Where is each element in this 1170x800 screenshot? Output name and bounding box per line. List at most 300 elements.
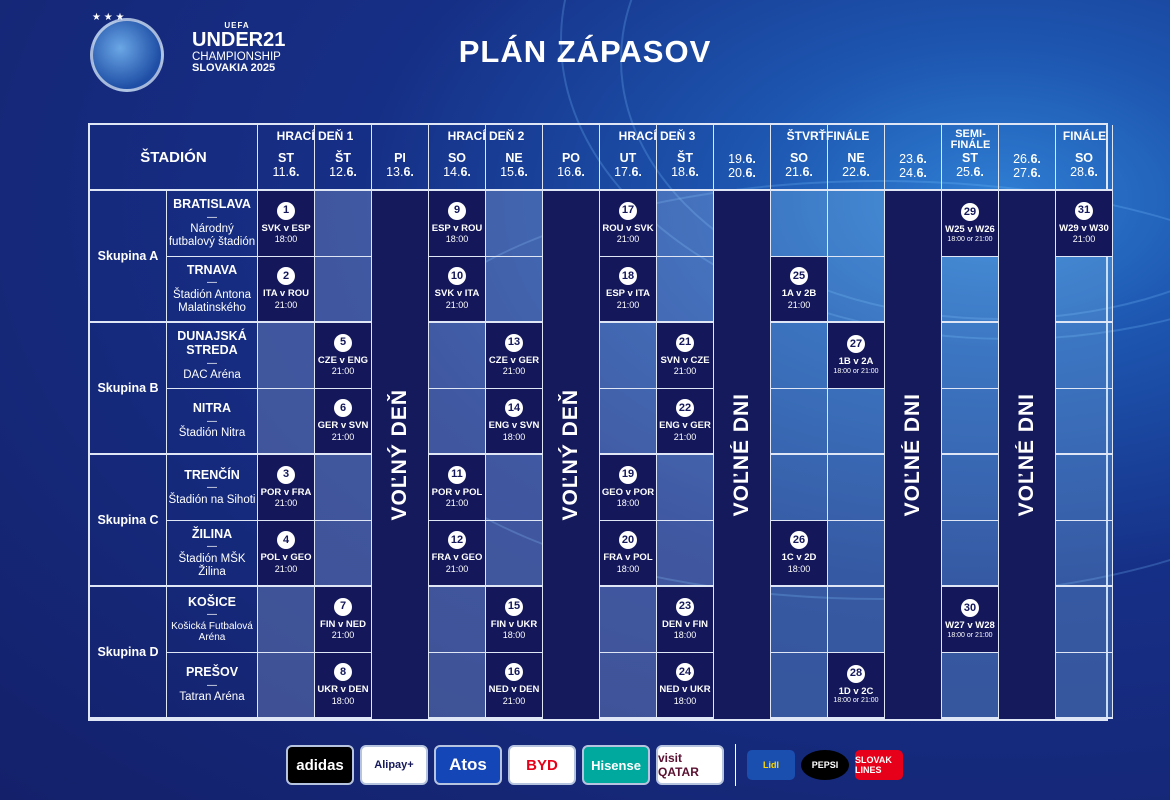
header-group-md3: HRACÍ DEŇ 3 xyxy=(618,129,696,143)
header-date-month: 6. xyxy=(460,165,471,179)
empty-slot xyxy=(486,257,543,323)
empty-slot xyxy=(258,653,315,719)
match-teams: ROU v SVK xyxy=(602,222,654,234)
empty-slot xyxy=(258,587,315,653)
header-date-2 xyxy=(728,166,756,180)
header-date xyxy=(273,165,300,179)
venue-stadium: Národný futbalový štadión xyxy=(168,223,256,249)
match-number: 25 xyxy=(790,267,808,285)
venue-city: TRENČÍN xyxy=(184,467,240,482)
empty-slot xyxy=(657,257,714,323)
match-number: 4 xyxy=(277,531,295,549)
venue-2 xyxy=(167,257,258,323)
header-date-month: 6. xyxy=(1030,152,1041,166)
match-number: 3 xyxy=(277,466,295,484)
match-time: 21:00 xyxy=(331,431,355,442)
free-day-column xyxy=(543,191,600,719)
match-time: 21:00 xyxy=(331,630,355,641)
match-17 xyxy=(600,191,657,257)
match-time: 18:00 xyxy=(331,695,355,706)
free-day-column xyxy=(372,191,429,719)
header-weekday: UT xyxy=(619,151,637,165)
venue-dash: — xyxy=(207,609,217,621)
match-teams: 1D v 2C xyxy=(838,685,874,697)
group-label-d: Skupina D xyxy=(90,587,167,719)
venue-dash: — xyxy=(207,277,217,289)
match-11 xyxy=(429,455,486,521)
header-date-month: 6. xyxy=(1030,166,1041,180)
match-1 xyxy=(258,191,315,257)
empty-slot xyxy=(486,191,543,257)
group-label-a: Skupina A xyxy=(90,191,167,323)
sponsor-bar xyxy=(286,744,903,786)
match-teams: FRA v POL xyxy=(603,552,653,564)
header-date-day: 20. xyxy=(728,166,746,180)
header-date xyxy=(329,165,357,179)
match-6 xyxy=(315,389,372,455)
match-time: 21:00 xyxy=(502,695,526,706)
venue-dash: — xyxy=(207,357,217,369)
match-time: 21:00 xyxy=(274,498,298,509)
match-29 xyxy=(942,191,999,257)
match-16 xyxy=(486,653,543,719)
venue-stadium: Štadión na Sihoti xyxy=(168,493,256,506)
venue-stadium: DAC Aréna xyxy=(183,369,241,382)
empty-slot xyxy=(1056,389,1113,455)
header-weekday: ST xyxy=(962,151,978,165)
header-date-day: 28. xyxy=(1070,165,1088,179)
match-number: 12 xyxy=(448,531,466,549)
match-time: 18:00 xyxy=(445,234,469,245)
header-date-day: 11. xyxy=(272,165,289,179)
free-day-column xyxy=(714,191,771,719)
match-teams: 1C v 2D xyxy=(781,552,817,564)
match-time: 21:00 xyxy=(673,431,697,442)
match-number: 20 xyxy=(619,531,637,549)
header-weekday: NE xyxy=(847,151,865,165)
header-day-6 xyxy=(543,125,600,191)
empty-slot xyxy=(600,389,657,455)
match-teams: CZE v ENG xyxy=(317,354,369,366)
header-group-sf: SEMI-FINÁLE xyxy=(950,128,991,151)
match-time: 18:00 xyxy=(673,630,697,641)
match-time: 18:00 xyxy=(616,563,640,574)
header-date-day: 26. xyxy=(1013,152,1031,166)
header-group-qf: ŠTVRŤFINÁLE xyxy=(786,129,870,143)
free-day-label: VOĽNÉ DNI xyxy=(1015,393,1038,517)
header-date-month: 6. xyxy=(859,165,870,179)
match-teams: FRA v GEO xyxy=(431,552,483,564)
match-number: 10 xyxy=(448,267,466,285)
empty-slot xyxy=(942,653,999,719)
match-19 xyxy=(600,455,657,521)
empty-slot xyxy=(1056,323,1113,389)
schedule-table xyxy=(88,123,1108,721)
match-25 xyxy=(771,257,828,323)
match-number: 29 xyxy=(961,203,979,221)
match-number: 18 xyxy=(619,267,637,285)
match-time: 21:00 xyxy=(1072,234,1096,245)
match-teams: UKR v DEN xyxy=(317,684,369,696)
free-day-label: VOĽNÉ DNI xyxy=(901,393,924,517)
header-date-day: 14. xyxy=(443,165,461,179)
header-date-day: 25. xyxy=(956,165,974,179)
match-number: 31 xyxy=(1075,202,1093,220)
header-date xyxy=(842,165,870,179)
match-time: 18:00 xyxy=(274,234,298,245)
match-number: 2 xyxy=(277,267,295,285)
match-31 xyxy=(1056,191,1113,257)
hisense-logo: Hisense xyxy=(582,745,650,785)
header-date-month: 6. xyxy=(517,165,528,179)
byd-logo: BYD xyxy=(508,745,576,785)
match-teams: ESP v ROU xyxy=(431,222,483,234)
header-day-14 xyxy=(999,125,1056,191)
header-date-2 xyxy=(899,166,927,180)
venue-stadium: Štadión Nitra xyxy=(178,427,246,440)
match-teams: 1B v 2A xyxy=(838,356,874,368)
header-date-day: 21. xyxy=(785,165,803,179)
match-28 xyxy=(828,653,885,719)
header-date-day: 27. xyxy=(1013,166,1031,180)
empty-slot xyxy=(771,653,828,719)
match-teams: SVN v CZE xyxy=(660,354,710,366)
pepsi-logo: PEPSI xyxy=(801,750,849,780)
header-date-day: 18. xyxy=(671,165,689,179)
match-number: 17 xyxy=(619,202,637,220)
header-date-month: 6. xyxy=(916,152,927,166)
header-date-month: 6. xyxy=(745,152,756,166)
match-number: 27 xyxy=(847,335,865,353)
venue-dash: — xyxy=(207,211,217,223)
atos-logo: Atos xyxy=(434,745,502,785)
match-number: 6 xyxy=(334,399,352,417)
match-teams: SVK v ESP xyxy=(261,222,311,234)
match-teams: ENG v SVN xyxy=(488,420,540,432)
venue-dash: — xyxy=(207,541,217,553)
venue-stadium: Košická Futbalová Aréna xyxy=(171,620,253,644)
header-date-month: 6. xyxy=(973,165,984,179)
match-3 xyxy=(258,455,315,521)
header-group-md1: HRACÍ DEŇ 1 xyxy=(276,129,354,143)
header-weekday: SO xyxy=(789,151,809,165)
header-weekday: NE xyxy=(505,151,523,165)
match-number: 30 xyxy=(961,599,979,617)
venue-8 xyxy=(167,653,258,719)
empty-slot xyxy=(315,455,372,521)
venue-dash: — xyxy=(207,482,217,494)
empty-slot xyxy=(1056,455,1113,521)
header-date-month: 6. xyxy=(631,165,642,179)
header-date xyxy=(728,152,756,166)
logo-under21: UNDER21 xyxy=(192,29,286,52)
match-time: 18:00 or 21:00 xyxy=(833,367,879,375)
header-date-month: 6. xyxy=(346,165,357,179)
header-date-month: 6. xyxy=(1087,165,1098,179)
header-group-final: FINÁLE xyxy=(1062,129,1107,143)
match-time: 18:00 or 21:00 xyxy=(947,235,993,243)
match-teams: NED v DEN xyxy=(488,684,540,696)
empty-slot xyxy=(315,521,372,587)
empty-slot xyxy=(828,455,885,521)
match-20 xyxy=(600,521,657,587)
venue-dash: — xyxy=(207,415,217,427)
match-number: 5 xyxy=(334,334,352,352)
match-2 xyxy=(258,257,315,323)
stars-icon: ★ ★ ★ xyxy=(92,12,125,23)
match-number: 13 xyxy=(505,334,523,352)
match-4 xyxy=(258,521,315,587)
empty-slot xyxy=(429,323,486,389)
match-number: 14 xyxy=(505,399,523,417)
empty-slot xyxy=(258,389,315,455)
match-time: 18:00 xyxy=(502,431,526,442)
slovak-lines-logo: SLOVAK LINES xyxy=(855,750,903,780)
match-24 xyxy=(657,653,714,719)
header-date xyxy=(443,165,471,179)
venue-3 xyxy=(167,323,258,389)
header-date-day: 23. xyxy=(899,152,917,166)
header-date xyxy=(1013,152,1041,166)
empty-slot xyxy=(771,587,828,653)
match-30 xyxy=(942,587,999,653)
venue-6 xyxy=(167,521,258,587)
match-time: 18:00 xyxy=(502,630,526,641)
match-time: 21:00 xyxy=(445,563,469,574)
lidl-logo: Lidl xyxy=(747,750,795,780)
empty-slot xyxy=(1056,587,1113,653)
venue-city: NITRA xyxy=(192,401,232,416)
empty-slot xyxy=(942,521,999,587)
header-weekday: ŠT xyxy=(335,151,351,165)
header-date-month: 6. xyxy=(574,165,585,179)
empty-slot xyxy=(315,257,372,323)
logo-host: SLOVAKIA 2025 xyxy=(192,62,276,75)
match-number: 1 xyxy=(277,202,295,220)
match-time: 21:00 xyxy=(787,299,811,310)
header-weekday: PO xyxy=(561,151,581,165)
match-26 xyxy=(771,521,828,587)
match-time: 18:00 xyxy=(673,695,697,706)
match-23 xyxy=(657,587,714,653)
venue-stadium: Štadión MŠK Žilina xyxy=(178,552,246,578)
match-number: 11 xyxy=(448,466,466,484)
header-date xyxy=(899,152,927,166)
empty-slot xyxy=(771,389,828,455)
header-date-month: 6. xyxy=(745,166,756,180)
match-teams: ENG v GER xyxy=(659,420,711,432)
empty-slot xyxy=(942,323,999,389)
sponsor-divider xyxy=(735,744,736,786)
match-teams: CZE v GER xyxy=(488,354,540,366)
empty-slot xyxy=(828,587,885,653)
empty-slot xyxy=(942,455,999,521)
empty-slot xyxy=(1056,257,1113,323)
header-date-month: 6. xyxy=(688,165,699,179)
empty-slot xyxy=(771,323,828,389)
match-teams: W27 v W28 xyxy=(945,620,995,632)
header-date-day: 16. xyxy=(557,165,575,179)
match-13 xyxy=(486,323,543,389)
header-day-3 xyxy=(372,125,429,191)
match-time: 21:00 xyxy=(673,366,697,377)
match-9 xyxy=(429,191,486,257)
logo-championship: CHAMPIONSHIP xyxy=(192,51,281,64)
header-date-month: 6. xyxy=(802,165,813,179)
group-label-c: Skupina C xyxy=(90,455,167,587)
match-number: 8 xyxy=(334,663,352,681)
header-date-day: 24. xyxy=(899,166,917,180)
group-label-b: Skupina B xyxy=(90,323,167,455)
logo-uefa: UEFA xyxy=(224,21,250,30)
match-teams: 1A v 2B xyxy=(781,288,817,300)
header-day-9 xyxy=(714,125,771,191)
empty-slot xyxy=(486,455,543,521)
empty-slot xyxy=(315,191,372,257)
venue-stadium: Štadión Antona Malatinského xyxy=(172,288,251,314)
venue-city: PREŠOV xyxy=(185,665,239,680)
header-weekday: SO xyxy=(447,151,467,165)
free-day-label: VOĽNÝ DEŇ xyxy=(388,389,411,521)
match-time: 18:00 xyxy=(787,563,811,574)
header-stadium: ŠTADIÓN xyxy=(90,125,258,191)
match-time: 21:00 xyxy=(445,299,469,310)
match-10 xyxy=(429,257,486,323)
free-day-column xyxy=(885,191,942,719)
header-date-month: 6. xyxy=(916,166,927,180)
venue-4 xyxy=(167,389,258,455)
venue-5 xyxy=(167,455,258,521)
match-21 xyxy=(657,323,714,389)
empty-slot xyxy=(828,521,885,587)
header-group-md2: HRACÍ DEŇ 2 xyxy=(447,129,525,143)
match-teams: FIN v NED xyxy=(320,618,366,630)
match-number: 9 xyxy=(448,202,466,220)
header-weekday: SO xyxy=(1074,151,1094,165)
header-date-day: 13. xyxy=(386,165,404,179)
venue-7 xyxy=(167,587,258,653)
match-18 xyxy=(600,257,657,323)
empty-slot xyxy=(771,455,828,521)
header-date xyxy=(956,165,984,179)
empty-slot xyxy=(429,653,486,719)
match-teams: POL v GEO xyxy=(260,552,312,564)
header-date xyxy=(557,165,585,179)
match-12 xyxy=(429,521,486,587)
venue-stadium: Tatran Aréna xyxy=(179,691,245,704)
empty-slot xyxy=(600,653,657,719)
match-14 xyxy=(486,389,543,455)
match-number: 23 xyxy=(676,598,694,616)
match-number: 15 xyxy=(505,598,523,616)
venue-city: DUNAJSKÁ STREDA xyxy=(177,328,247,358)
match-teams: POR v FRA xyxy=(260,486,312,498)
match-teams: W25 v W26 xyxy=(945,224,995,236)
match-number: 24 xyxy=(676,663,694,681)
free-day-label: VOĽNÉ DNI xyxy=(730,393,753,517)
empty-slot xyxy=(942,257,999,323)
header-date xyxy=(785,165,813,179)
match-teams: GEO v POR xyxy=(601,486,655,498)
match-number: 21 xyxy=(676,334,694,352)
match-27 xyxy=(828,323,885,389)
empty-slot xyxy=(1056,521,1113,587)
venue-city: ŽILINA xyxy=(191,526,233,541)
header-date xyxy=(614,165,642,179)
venue-city: KOŠICE xyxy=(188,595,236,610)
match-teams: W29 v W30 xyxy=(1059,222,1109,234)
header-date-month: 6. xyxy=(289,165,300,179)
empty-slot xyxy=(828,389,885,455)
match-time: 21:00 xyxy=(616,234,640,245)
match-time: 21:00 xyxy=(274,563,298,574)
match-teams: DEN v FIN xyxy=(662,618,708,630)
match-time: 21:00 xyxy=(616,299,640,310)
empty-slot xyxy=(771,191,828,257)
match-number: 19 xyxy=(619,466,637,484)
venue-city: TRNAVA xyxy=(186,262,238,277)
header-date xyxy=(671,165,699,179)
header-weekday: ŠT xyxy=(677,151,693,165)
header-date-day: 22. xyxy=(842,165,860,179)
header-date-day: 15. xyxy=(500,165,518,179)
match-time: 18:00 or 21:00 xyxy=(947,631,993,639)
match-8 xyxy=(315,653,372,719)
match-time: 21:00 xyxy=(445,498,469,509)
adidas-logo: adidas xyxy=(286,745,354,785)
header-date-2 xyxy=(1013,166,1041,180)
match-teams: POR v POL xyxy=(431,486,483,498)
header-date xyxy=(500,165,528,179)
match-5 xyxy=(315,323,372,389)
header-date-day: 19. xyxy=(728,152,746,166)
header-date-day: 12. xyxy=(329,165,347,179)
venue-1 xyxy=(167,191,258,257)
empty-slot xyxy=(486,521,543,587)
header-date-month: 6. xyxy=(403,165,414,179)
free-day-column xyxy=(999,191,1056,719)
visit-qatar-logo: visit QATAR xyxy=(656,745,724,785)
header-date xyxy=(386,165,414,179)
venue-dash: — xyxy=(207,679,217,691)
free-day-label: VOĽNÝ DEŇ xyxy=(559,389,582,521)
match-teams: NED v UKR xyxy=(659,684,711,696)
match-teams: FIN v UKR xyxy=(490,618,538,630)
match-time: 18:00 or 21:00 xyxy=(833,697,879,704)
venue-city: BRATISLAVA xyxy=(173,197,251,212)
match-number: 26 xyxy=(790,531,808,549)
match-time: 18:00 xyxy=(616,498,640,509)
header-weekday: ST xyxy=(278,151,294,165)
header-date xyxy=(1070,165,1098,179)
match-time: 21:00 xyxy=(331,366,355,377)
empty-slot xyxy=(828,191,885,257)
empty-slot xyxy=(657,455,714,521)
empty-slot xyxy=(258,323,315,389)
empty-slot xyxy=(600,587,657,653)
match-teams: ESP v ITA xyxy=(606,288,650,300)
empty-slot xyxy=(600,323,657,389)
empty-slot xyxy=(942,389,999,455)
empty-slot xyxy=(429,389,486,455)
header-day-12 xyxy=(885,125,942,191)
empty-slot xyxy=(1056,653,1113,719)
empty-slot xyxy=(828,257,885,323)
header-weekday: PI xyxy=(394,151,406,165)
empty-slot xyxy=(657,191,714,257)
match-teams: SVK v ITA xyxy=(434,288,480,300)
match-number: 16 xyxy=(505,663,523,681)
